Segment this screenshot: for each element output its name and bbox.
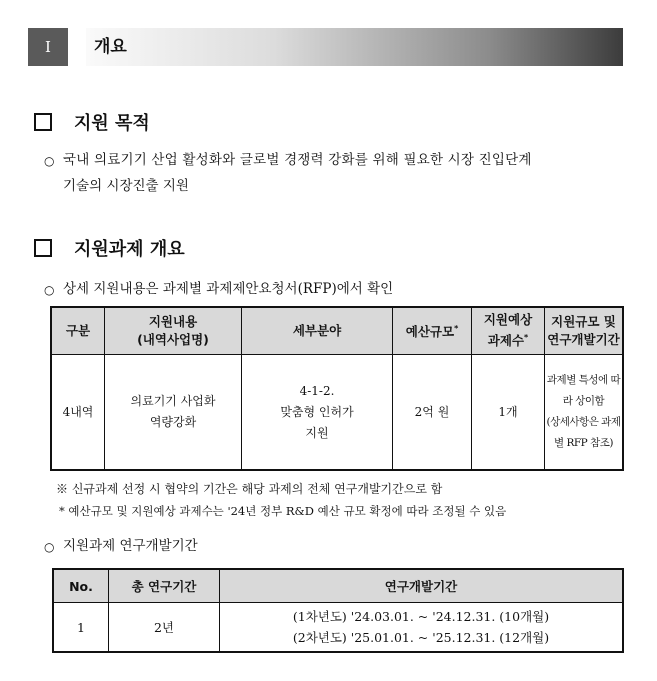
col-count-mark: *: [524, 333, 529, 343]
cell-no: 1: [53, 603, 109, 653]
overview-heading-text: 지원과제 개요: [74, 239, 185, 260]
cell-period: [220, 603, 624, 653]
section-title: 개요: [86, 28, 623, 66]
col-budget-text: 예산규모: [405, 324, 455, 340]
col-no: No.: [53, 569, 109, 603]
col-period: 연구개발기간: [220, 569, 624, 603]
bullet-icon: ○: [44, 540, 55, 554]
cell-content: [105, 355, 242, 471]
cell-scale-line2: (상세사항은 과제별 RFP 참조): [546, 416, 621, 449]
section-header: [28, 28, 623, 66]
note-agreement-period: ※ 신규과제 선정 시 협약의 기간은 해당 과제의 전체 연구개발기간으로 함: [56, 482, 443, 496]
note-budget-adjust: * 예산규모 및 지원예상 과제수는 '24년 정부 R&D 예산 규모 확정에 따라 조정될 수 있음: [59, 504, 507, 518]
col-scale-line1: 지원규모 및: [551, 314, 616, 329]
cell-field: [242, 355, 393, 471]
col-count-line2: 과제수: [487, 333, 525, 349]
table-row: [51, 355, 623, 471]
cell-content-line2: 역량강화: [149, 415, 197, 429]
col-count-line1: 지원예상: [483, 312, 533, 328]
purpose-line-2: 기술의 시장진출 지원: [63, 178, 189, 194]
overview-intro: 상세 지원내용은 과제별 과제제안요청서(RFP)에서 확인: [63, 281, 394, 297]
support-table: [50, 306, 624, 471]
col-division: 구분: [51, 307, 105, 355]
col-budget: [393, 307, 472, 355]
col-field: 세부분야: [242, 307, 393, 355]
purpose-text: [63, 147, 628, 199]
cell-division: 4내역: [51, 355, 105, 471]
cell-budget: 2억 원: [393, 355, 472, 471]
purpose-heading: [34, 109, 150, 135]
col-content: [105, 307, 242, 355]
cell-total: 2년: [109, 603, 220, 653]
cell-count: 1개: [472, 355, 545, 471]
col-budget-mark: *: [454, 324, 459, 334]
purpose-heading-text: 지원 목적: [74, 113, 150, 134]
col-count: [472, 307, 545, 355]
col-scale: [545, 307, 624, 355]
section-number: I: [28, 28, 68, 66]
table-row: [53, 603, 623, 653]
bullet-icon: ○: [44, 283, 55, 297]
col-content-line1: 지원내용: [148, 314, 198, 329]
cell-scale-line1: 과제별 특성에 따라 상이함: [546, 374, 621, 407]
cell-field-line3: 지원: [305, 425, 329, 440]
cell-scale: [545, 355, 624, 471]
col-content-line2: (내역사업명): [137, 332, 209, 347]
checkbox-square-icon: [34, 113, 52, 131]
col-scale-line2: 연구개발기간: [547, 332, 620, 347]
col-total: 총 연구기간: [109, 569, 220, 603]
bullet-icon: ○: [44, 154, 55, 168]
table-header-row: [53, 569, 623, 603]
cell-field-line2: 맞춤형 인허가: [280, 404, 354, 419]
checkbox-square-icon: [34, 239, 52, 257]
cell-period-line1: (1차년도) '24.03.01. ~ '24.12.31. (10개월): [292, 609, 550, 624]
purpose-line-1: 국내 의료기기 산업 활성화와 글로벌 경쟁력 강화를 위해 필요한 시장 진입단계: [63, 152, 532, 168]
overview-heading: [34, 235, 185, 261]
cell-content-line1: 의료기기 사업화: [130, 394, 216, 408]
period-label: 지원과제 연구개발기간: [63, 538, 198, 554]
table-header-row: [51, 307, 623, 355]
cell-field-line1: 4-1-2.: [299, 383, 335, 398]
cell-period-line2: (2차년도) '25.01.01. ~ '25.12.31. (12개월): [292, 630, 550, 645]
period-table: [52, 568, 624, 653]
